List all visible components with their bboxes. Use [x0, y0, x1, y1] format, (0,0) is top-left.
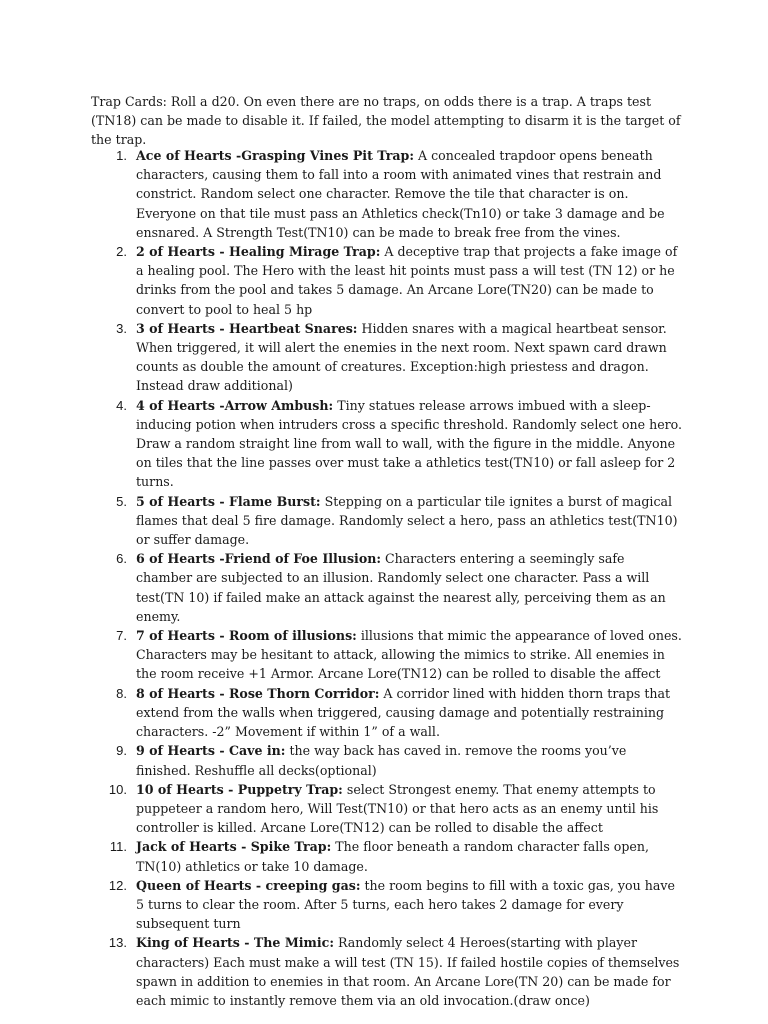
- trap-description: A deceptive trap that projects a fake image of a healing pool. The Hero with the least hit points must pass a will test (TN 12) or he drinks from the pool and takes 5 damage. An Arcane Lore(TN20) can be made to convert to pool to heal 5 hp: [136, 244, 678, 317]
- list-item: [0, 876, 684, 934]
- trap-description: Randomly select 4 Heroes(starting with player characters) Each must make a will test (TN 15). If failed hostile copies of themselves spawn in addition to enemies in that room. An Arcane Lore(TN 20) can be made for each mimic to instantly remove them via an old invocation.(draw once): [136, 935, 680, 1008]
- trap-description: illusions that mimic the appearance of loved ones. Characters may be hesitant to attack, allowing the mimics to strike. All enemies in the room receive +1 Armor. Arcane Lore(TN12) can be rolled to disable the affect: [136, 628, 682, 682]
- list-number: 12.: [108, 877, 127, 893]
- trap-title: 4 of Hearts -Arrow Ambush:: [136, 397, 334, 413]
- trap-description: Characters entering a seemingly safe chamber are subjected to an illusion. Randomly select one character. Pass a will test(TN 10) if failed make an attack against the nearest ally, perceiving them as an enemy.: [136, 551, 666, 624]
- list-item: [0, 684, 684, 742]
- list-item: [0, 396, 684, 492]
- list-item: [0, 741, 684, 779]
- list-number: 2.: [116, 244, 127, 260]
- list-item: [0, 549, 684, 626]
- list-item: [0, 319, 684, 396]
- trap-title: 3 of Hearts - Heartbeat Snares:: [136, 320, 358, 336]
- trap-description: Stepping on a particular tile ignites a burst of magical flames that deal 5 fire damage. Randomly select a hero, pass an athletics test(TN10) or suffer damage.: [136, 493, 678, 548]
- list-item: [0, 837, 684, 875]
- trap-title: 7 of Hearts - Room of illusions:: [136, 628, 357, 644]
- list-item: [0, 933, 684, 1010]
- list-number: 9.: [116, 743, 127, 759]
- trap-title: Queen of Hearts - creeping gas:: [136, 877, 361, 893]
- trap-title: Jack of Hearts - Spike Trap:: [136, 839, 332, 855]
- trap-description: Hidden snares with a magical heartbeat sensor. When triggered, it will alert the enemies in the next room. Next spawn card drawn counts as double the amount of creatures. Exception:high priestess and dragon. Instead draw additional): [136, 320, 667, 394]
- trap-title: 5 of Hearts - Flame Burst:: [136, 493, 321, 509]
- list-item: [0, 242, 684, 319]
- trap-description: select Strongest enemy. That enemy attempts to puppeteer a random hero, Will Test(TN10) or that hero acts as an enemy until his controller is killed. Arcane Lore(TN12) can be rolled to disable the affect: [136, 781, 659, 836]
- list-item: [0, 626, 684, 684]
- trap-description: Tiny statues release arrows imbued with a sleep-inducing potion when intruders cross a specific threshold. Randomly select one hero. Draw a random straight line from wall to wall, with the figure in the middle. Anyone on tiles that the line passes over must take a athletics test(TN10) or fall asleep for 2 turns.: [136, 397, 683, 490]
- trap-description: A concealed trapdoor opens beneath characters, causing them to fall into a room with animated vines that restrain and constrict. Random select one character. Remove the tile that character is on. Everyone on that tile must pass an Athletics check(Tn10) or take 3 damage and be ensnared. A Strength Test(TN10) can be made to break free from the vines.: [136, 148, 665, 240]
- trap-title: 9 of Hearts - Cave in:: [136, 743, 286, 759]
- list-number: 4.: [116, 397, 127, 413]
- list-number: 5.: [116, 493, 127, 509]
- list-item: [0, 146, 684, 242]
- list-number: 11.: [109, 839, 127, 855]
- trap-title: King of Hearts - The Mimic:: [136, 935, 334, 951]
- trap-title: 2 of Hearts - Healing Mirage Trap:: [136, 244, 381, 260]
- list-number: 1.: [116, 148, 127, 163]
- list-number: 8.: [116, 685, 127, 701]
- list-number: 13.: [108, 935, 127, 951]
- trap-description: the way back has caved in. remove the rooms you’ve finished. Reshuffle all decks(optional): [136, 743, 627, 778]
- list-number: 7.: [116, 628, 127, 644]
- trap-title: 6 of Hearts -Friend of Foe Illusion:: [136, 551, 382, 567]
- trap-title: Ace of Hearts -Grasping Vines Pit Trap:: [136, 148, 414, 163]
- list-number: 6.: [116, 551, 127, 567]
- trap-description: A corridor lined with hidden thorn traps that extend from the walls when triggered, causing damage and potentially restraining characters. -2” Movement if within 1” of a wall.: [136, 685, 671, 740]
- list-number: 10.: [108, 781, 127, 797]
- intro-paragraph: Trap Cards: Roll a d20. On even there are no traps, on odds there is a trap. A traps test (TN18) can be made to disable it. If failed, the model attempting to disarm it is the target of the trap.: [91, 94, 681, 147]
- trap-description: The floor beneath a random character falls open, TN(10) athletics or take 10 damage.: [136, 839, 649, 874]
- trap-description: the room begins to fill with a toxic gas, you have 5 turns to clear the room. After 5 turns, each hero takes 2 damage for every subsequent turn: [136, 877, 675, 932]
- list-item: [0, 492, 684, 550]
- list-number: 3.: [116, 320, 127, 336]
- trap-title: 8 of Hearts - Rose Thorn Corridor:: [136, 685, 380, 701]
- list-item: [0, 780, 684, 838]
- trap-title: 10 of Hearts - Puppetry Trap:: [136, 781, 343, 797]
- trap-list: [0, 146, 768, 1010]
